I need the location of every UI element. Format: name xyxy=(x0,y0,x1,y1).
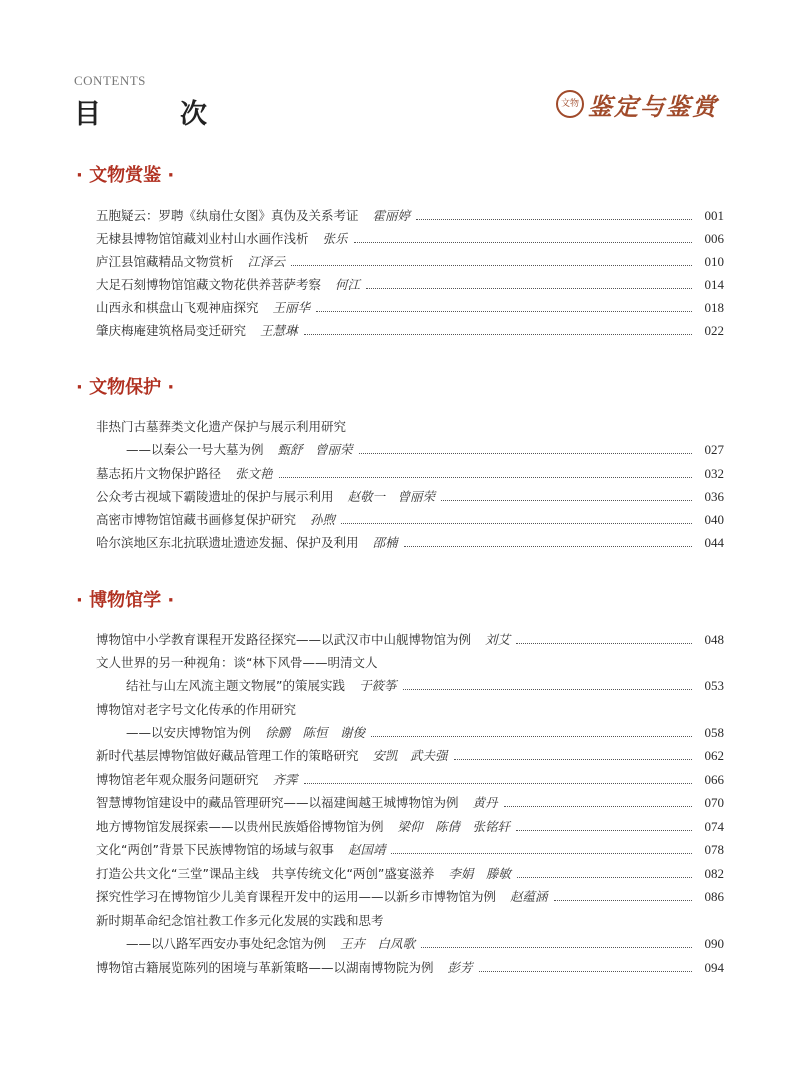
entry-title: ——以安庆博物馆为例 xyxy=(126,725,252,740)
entry-page: 014 xyxy=(704,277,724,292)
entry-author: 黄丹 xyxy=(472,795,498,810)
dot-leader xyxy=(516,642,692,644)
entry-author: 邵楠 xyxy=(372,535,398,550)
entry-page: 022 xyxy=(704,323,724,338)
page-title: 目 次 xyxy=(74,99,233,130)
entry-author: 赵蕴涵 xyxy=(510,889,548,904)
toc-entry[interactable] xyxy=(96,510,724,530)
toc-entry[interactable] xyxy=(96,252,724,272)
entry-title: ——以秦公一号大墓为例 xyxy=(126,442,264,457)
dot-leader xyxy=(421,946,692,948)
entry-author: 彭芳 xyxy=(447,960,473,975)
entry-title: 打造公共文化“三堂”课品主线 共享传统文化“两创”盛宴滋养 xyxy=(96,866,435,881)
entry-title: 博物馆老年观众服务问题研究 xyxy=(96,772,259,787)
dot-leader xyxy=(516,829,692,831)
entry-title: 墓志拓片文物保护路径 xyxy=(96,466,222,481)
entry-author: 徐鹏 陈恒 谢俊 xyxy=(265,725,366,740)
toc-entry[interactable] xyxy=(126,934,724,954)
entry-page: 086 xyxy=(704,889,724,904)
toc-entry[interactable] xyxy=(96,840,724,860)
entry-page: 094 xyxy=(704,960,724,975)
logo-text: 鉴定与鉴赏 xyxy=(588,91,718,121)
dot-leader xyxy=(354,241,692,243)
entry-title: 文人世界的另一种视角：谈“林下风骨——明清文人 xyxy=(96,655,378,670)
entry-author: 梁仰 陈倩 张铭轩 xyxy=(397,819,511,834)
entry-title: 无棣县博物馆馆藏刘业村山水画作浅析 xyxy=(96,231,309,246)
entry-page: 090 xyxy=(704,936,724,951)
entry-author: 何江 xyxy=(335,277,361,292)
entry-author: 安凯 武夫强 xyxy=(372,748,448,763)
toc-entry[interactable] xyxy=(96,275,724,295)
section-heading-relic-protection: · 文物保护 · xyxy=(76,377,175,398)
section-heading-museology: · 博物馆学 · xyxy=(76,590,175,611)
entry-author: 于筱筝 xyxy=(358,678,397,693)
dot-leader xyxy=(479,970,692,972)
toc-entry[interactable] xyxy=(96,958,724,978)
toc-entry[interactable] xyxy=(126,723,724,743)
entry-title: 博物馆古籍展览陈列的困境与革新策略——以湖南博物院为例 xyxy=(96,960,434,975)
toc-entry[interactable] xyxy=(96,770,724,790)
entry-page: 001 xyxy=(704,208,724,223)
toc-entry[interactable] xyxy=(96,793,724,813)
entry-title: 哈尔滨地区东北抗联遗址遗迹发掘、保护及利用 xyxy=(96,535,359,550)
dot-leader xyxy=(404,545,692,547)
dot-leader xyxy=(279,476,692,478)
entry-title: 五胞疑云：罗聘《纨扇仕女图》真伪及关系考证 xyxy=(96,208,359,223)
entry-author: 张乐 xyxy=(322,231,348,246)
toc-entry[interactable] xyxy=(96,464,724,484)
entry-title: ——以八路军西安办事处纪念馆为例 xyxy=(126,936,327,951)
toc-entry[interactable] xyxy=(96,206,724,226)
dot-leader xyxy=(504,805,692,807)
dot-leader xyxy=(304,782,692,784)
dot-leader xyxy=(517,876,692,878)
dot-leader xyxy=(316,310,692,312)
toc-entry[interactable] xyxy=(126,676,724,696)
entry-title: 智慧博物馆建设中的藏品管理研究——以福建闽越王城博物馆为例 xyxy=(96,795,459,810)
entry-page: 018 xyxy=(704,300,724,315)
toc-entry[interactable] xyxy=(96,487,724,507)
entry-page: 006 xyxy=(704,231,724,246)
entry-page: 044 xyxy=(704,535,724,550)
entry-title: 博物馆对老字号文化传承的作用研究 xyxy=(96,702,297,717)
entry-title: 庐江县馆藏精品文物赏析 xyxy=(96,254,234,269)
entry-author: 齐霁 xyxy=(272,772,298,787)
entry-page: 048 xyxy=(704,632,724,647)
entry-title: 探究性学习在博物馆少儿美育课程开发中的运用——以新乡市博物馆为例 xyxy=(96,889,497,904)
dot-leader xyxy=(341,522,692,524)
toc-entry-title-line[interactable] xyxy=(96,700,724,720)
journal-logo xyxy=(556,84,736,124)
entry-page: 027 xyxy=(704,442,724,457)
entry-page: 036 xyxy=(704,489,724,504)
entry-author: 甄舒 曾丽荣 xyxy=(277,442,353,457)
toc-entry[interactable] xyxy=(96,229,724,249)
entry-page: 010 xyxy=(704,254,724,269)
section-heading-relic-appreciation: · 文物赏鉴 · xyxy=(76,165,175,186)
dot-leader xyxy=(441,499,692,501)
entry-page: 070 xyxy=(704,795,724,810)
entry-author: 赵敬一 曾丽荣 xyxy=(347,489,436,504)
toc-entry-title-line[interactable] xyxy=(96,417,724,437)
toc-entry[interactable] xyxy=(96,298,724,318)
toc-entry[interactable] xyxy=(96,321,724,341)
toc-entry-title-line[interactable] xyxy=(96,653,724,673)
entry-author: 李娟 滕敏 xyxy=(448,866,511,881)
toc-entry[interactable] xyxy=(96,864,724,884)
entry-title: 地方博物馆发展探索——以贵州民族婚俗博物馆为例 xyxy=(96,819,384,834)
entry-author: 刘艾 xyxy=(485,632,511,647)
entry-author: 孙煦 xyxy=(310,512,336,527)
entry-page: 058 xyxy=(704,725,724,740)
toc-entry[interactable] xyxy=(126,440,724,460)
entry-title: 新时期革命纪念馆社教工作多元化发展的实践和思考 xyxy=(96,913,384,928)
entry-author: 王丽华 xyxy=(272,300,311,315)
entry-page: 040 xyxy=(704,512,724,527)
toc-entry[interactable] xyxy=(96,533,724,553)
entry-page: 074 xyxy=(704,819,724,834)
entry-page: 078 xyxy=(704,842,724,857)
dot-leader xyxy=(304,333,692,335)
entry-title: 公众考古视域下霸陵遗址的保护与展示利用 xyxy=(96,489,334,504)
dot-leader xyxy=(391,852,692,854)
entry-author: 王慧琳 xyxy=(260,323,298,338)
dot-leader xyxy=(371,735,692,737)
entry-page: 053 xyxy=(704,678,724,693)
entry-page: 062 xyxy=(704,748,724,763)
entry-author: 霍丽婷 xyxy=(372,208,411,223)
entry-title: 大足石刻博物馆馆藏文物花供养菩萨考察 xyxy=(96,277,322,292)
entry-author: 赵国靖 xyxy=(347,842,386,857)
entry-author: 王卉 白凤歌 xyxy=(340,936,416,951)
entry-page: 032 xyxy=(704,466,724,481)
dot-leader xyxy=(366,287,692,289)
toc-entry[interactable] xyxy=(96,746,724,766)
entry-title: 肇庆梅庵建筑格局变迁研究 xyxy=(96,323,247,338)
entry-title: 山西永和棋盘山飞观神庙探究 xyxy=(96,300,259,315)
dot-leader xyxy=(554,899,692,901)
entry-title: 新时代基层博物馆做好藏品管理工作的策略研究 xyxy=(96,748,359,763)
logo-seal: 文物 xyxy=(556,90,584,118)
entry-page: 066 xyxy=(704,772,724,787)
toc-entry[interactable] xyxy=(96,887,724,907)
toc-entry-title-line[interactable] xyxy=(96,911,724,931)
entry-author: 张文艳 xyxy=(235,466,273,481)
dot-leader xyxy=(454,758,692,760)
entry-title: 博物馆中小学教育课程开发路径探究——以武汉市中山舰博物馆为例 xyxy=(96,632,472,647)
entry-title: 结社与山左风流主题文物展”的策展实践 xyxy=(126,678,345,693)
dot-leader xyxy=(403,688,693,690)
dot-leader xyxy=(416,218,692,220)
entry-author: 江泽云 xyxy=(247,254,286,269)
dot-leader xyxy=(359,452,692,454)
toc-entry[interactable] xyxy=(96,817,724,837)
entry-title: 文化“两创”背景下民族博物馆的场域与叙事 xyxy=(96,842,334,857)
dot-leader xyxy=(291,264,692,266)
entry-page: 082 xyxy=(704,866,724,881)
contents-label: CONTENTS xyxy=(74,73,146,88)
entry-title: 高密市博物馆馆藏书画修复保护研究 xyxy=(96,512,297,527)
toc-entry[interactable] xyxy=(96,630,724,650)
entry-title: 非热门古墓葬类文化遗产保护与展示利用研究 xyxy=(96,419,347,434)
